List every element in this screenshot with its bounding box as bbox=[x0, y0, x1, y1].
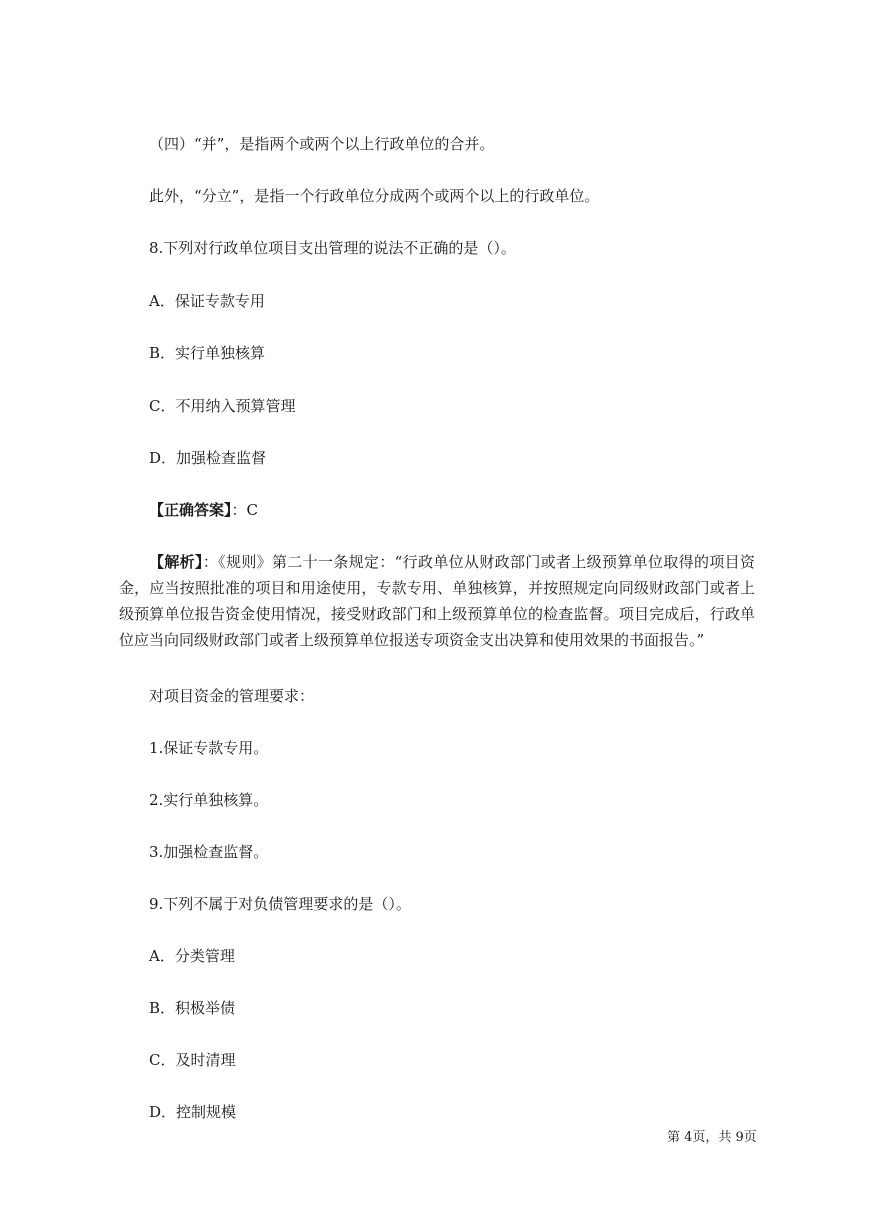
question-9-option-c: C．及时清理 bbox=[149, 1051, 236, 1069]
requirement-1: 1.保证专款专用。 bbox=[149, 739, 269, 757]
analysis-text: ：《规则》第二十一条规定：“行政单位从财政部门或者上级预算单位取得的项目资金，应当按照批准的项目和用途使用，专款专用、单独核算，并按照规定向同级财政部门或者上级预算单位报告资金使用情况，接受财政部门和上级预算单位的检查监督。项目完成后，行政单位应当向同级财政部门或者上级预算单位报送专项资金支出决算和使用效果的书面报告。” bbox=[119, 553, 755, 649]
question-8-analysis bbox=[119, 549, 755, 653]
question-9: 9.下列不属于对负债管理要求的是（）。 bbox=[149, 895, 411, 913]
question-8: 8.下列对行政单位项目支出管理的说法不正确的是（）。 bbox=[149, 239, 516, 257]
question-9-option-d: D．控制规模 bbox=[149, 1103, 237, 1121]
requirements-intro: 对项目资金的管理要求： bbox=[149, 687, 315, 705]
answer-label: 【正确答案】 bbox=[149, 501, 232, 519]
question-8-option-b: B．实行单独核算 bbox=[149, 344, 266, 362]
paragraph-merge-definition: （四）“并”，是指两个或两个以上行政单位的合并。 bbox=[149, 135, 495, 153]
question-8-option-c: C．不用纳入预算管理 bbox=[149, 397, 296, 415]
requirement-2: 2.实行单独核算。 bbox=[149, 791, 269, 809]
answer-value: ：C bbox=[231, 501, 258, 519]
page-number-footer: 第 4页，共 9页 bbox=[667, 1130, 757, 1145]
question-9-option-a: A．分类管理 bbox=[149, 947, 235, 965]
question-9-option-b: B．积极举债 bbox=[149, 999, 236, 1017]
paragraph-split-definition: 此外，“分立”，是指一个行政单位分成两个或两个以上的行政单位。 bbox=[149, 187, 600, 205]
question-8-option-a: A．保证专款专用 bbox=[149, 292, 265, 310]
requirement-3: 3.加强检查监督。 bbox=[149, 843, 269, 861]
question-8-option-d: D．加强检查监督 bbox=[149, 449, 267, 467]
question-8-answer bbox=[149, 500, 258, 520]
analysis-label: 【解析】 bbox=[149, 553, 203, 571]
